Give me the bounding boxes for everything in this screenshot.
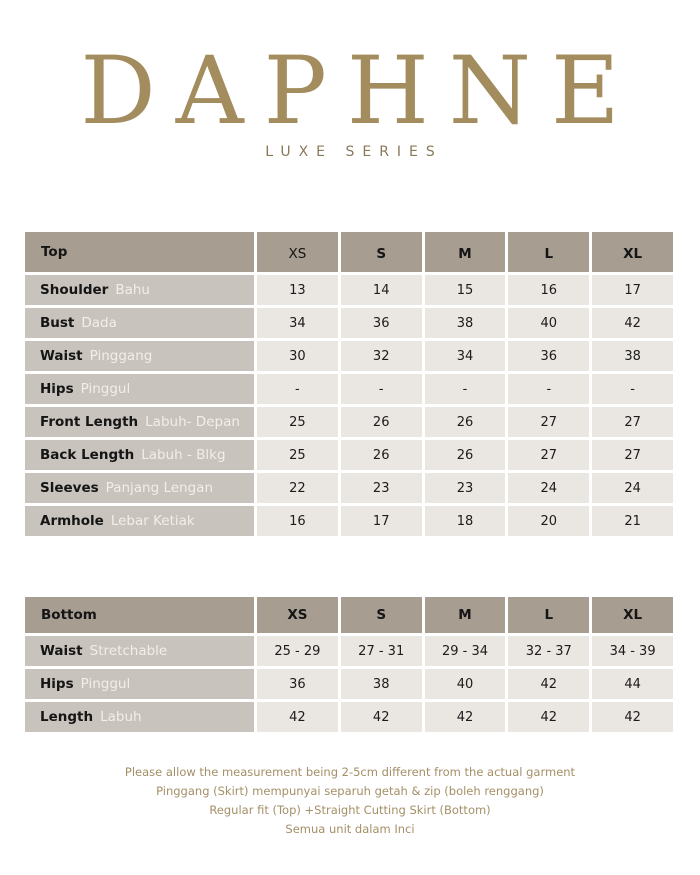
measurement-cell: 34 - 39	[589, 636, 673, 669]
row-label-malay: Labuh- Depan	[145, 414, 240, 430]
row-label-english: Waist	[40, 643, 83, 659]
row-label	[25, 440, 254, 473]
measurement-cell: 36	[505, 341, 589, 374]
measurement-cell: 42	[505, 669, 589, 702]
top-header-row	[25, 232, 673, 275]
measurement-cell: 27 - 31	[338, 636, 422, 669]
size-header-l: L	[505, 597, 589, 636]
bottom-table-body	[25, 636, 673, 735]
table-row	[25, 341, 673, 374]
row-label-malay: Labuh	[100, 709, 142, 725]
measurement-cell: 32 - 37	[505, 636, 589, 669]
row-label	[25, 374, 254, 407]
row-label-english: Waist	[40, 348, 83, 364]
brand-header	[0, 37, 700, 160]
measurement-cell: 17	[589, 275, 673, 308]
row-label-malay: Lebar Ketiak	[110, 513, 195, 529]
row-label-english: Length	[40, 709, 94, 725]
measurement-cell: 34	[254, 308, 338, 341]
measurement-cell: 26	[338, 407, 422, 440]
table-row	[25, 407, 673, 440]
measurement-cell: 42	[589, 308, 673, 341]
size-header-xl: XL	[589, 232, 673, 275]
row-label	[25, 506, 254, 539]
brand-subtitle: LUXE SERIES	[265, 144, 443, 160]
measurement-cell: 15	[422, 275, 506, 308]
row-label	[25, 341, 254, 374]
measurement-cell: 21	[589, 506, 673, 539]
notes	[0, 763, 700, 839]
bottom-header-label: Bottom	[25, 597, 254, 636]
note-line: Pinggang (Skirt) mempunyai separuh getah & zip (boleh renggang)	[156, 784, 544, 798]
measurement-cell: 30	[254, 341, 338, 374]
size-header-l: L	[505, 232, 589, 275]
note-line: Please allow the measurement being 2-5cm different from the actual garment	[124, 765, 576, 779]
row-label-malay: Panjang Lengan	[105, 480, 214, 496]
table-row	[25, 636, 673, 669]
row-label	[25, 702, 254, 735]
measurement-cell: 42	[505, 702, 589, 735]
row-label-english: Bust	[40, 315, 75, 331]
measurement-cell: 32	[338, 341, 422, 374]
row-label-malay: Labuh - Blkg	[141, 447, 226, 463]
row-label	[25, 407, 254, 440]
row-label-english: Back Length	[40, 447, 135, 463]
measurement-cell: 40	[505, 308, 589, 341]
row-label-english: Hips	[40, 676, 74, 692]
measurement-cell: 22	[254, 473, 338, 506]
measurement-cell: 25	[254, 440, 338, 473]
measurement-cell: 42	[254, 702, 338, 735]
row-label	[25, 669, 254, 702]
brand-title: DAPHNE	[80, 37, 640, 146]
measurement-cell: 36	[338, 308, 422, 341]
measurement-cell: 40	[422, 669, 506, 702]
note-line: Semua unit dalam Inci	[285, 822, 415, 836]
table-row	[25, 702, 673, 735]
table-row	[25, 506, 673, 539]
top-size-table	[25, 232, 673, 539]
measurement-cell: -	[589, 374, 673, 407]
measurement-cell: 16	[254, 506, 338, 539]
measurement-cell: 25 - 29	[254, 636, 338, 669]
measurement-cell: 38	[338, 669, 422, 702]
measurement-cell: 16	[505, 275, 589, 308]
row-label-english: Sleeves	[40, 480, 99, 496]
measurement-cell: 26	[422, 407, 506, 440]
row-label-malay: Stretchable	[89, 643, 168, 659]
note-line: Regular fit (Top) +Straight Cutting Skirt (Bottom)	[209, 803, 491, 817]
measurement-cell: 27	[589, 407, 673, 440]
top-header-label: Top	[25, 232, 254, 275]
row-label	[25, 275, 254, 308]
measurement-cell: 27	[589, 440, 673, 473]
measurement-cell: 24	[589, 473, 673, 506]
bottom-header-row	[25, 597, 673, 636]
measurement-cell: 17	[338, 506, 422, 539]
table-row	[25, 473, 673, 506]
measurement-cell: -	[422, 374, 506, 407]
table-row	[25, 374, 673, 407]
row-label-malay: Pinggul	[80, 676, 131, 692]
row-label-malay: Dada	[81, 315, 117, 331]
measurement-cell: 18	[422, 506, 506, 539]
size-header-xs: XS	[254, 232, 338, 275]
measurement-cell: 44	[589, 669, 673, 702]
measurement-cell: 42	[422, 702, 506, 735]
row-label-english: Front Length	[40, 414, 139, 430]
bottom-size-table	[25, 597, 673, 735]
measurement-cell: 27	[505, 407, 589, 440]
measurement-cell: 23	[422, 473, 506, 506]
row-label	[25, 308, 254, 341]
measurement-cell: 29 - 34	[422, 636, 506, 669]
row-label-malay: Pinggang	[89, 348, 153, 364]
table-row	[25, 308, 673, 341]
table-row	[25, 440, 673, 473]
top-table-body	[25, 275, 673, 539]
table-row	[25, 275, 673, 308]
size-header-m: M	[422, 232, 506, 275]
measurement-cell: -	[338, 374, 422, 407]
row-label-english: Armhole	[40, 513, 104, 529]
measurement-cell: 38	[589, 341, 673, 374]
measurement-cell: -	[254, 374, 338, 407]
measurement-cell: 14	[338, 275, 422, 308]
row-label-english: Hips	[40, 381, 74, 397]
row-label-malay: Pinggul	[80, 381, 131, 397]
measurement-cell: 36	[254, 669, 338, 702]
size-header-m: M	[422, 597, 506, 636]
measurement-cell: 23	[338, 473, 422, 506]
size-header-xl: XL	[589, 597, 673, 636]
measurement-cell: 26	[338, 440, 422, 473]
row-label-malay: Bahu	[115, 282, 150, 298]
measurement-cell: 38	[422, 308, 506, 341]
measurement-cell: 25	[254, 407, 338, 440]
measurement-cell: 42	[338, 702, 422, 735]
measurement-cell: -	[505, 374, 589, 407]
row-label-english: Shoulder	[40, 282, 109, 298]
measurement-cell: 34	[422, 341, 506, 374]
size-header-s: S	[338, 597, 422, 636]
size-header-xs: XS	[254, 597, 338, 636]
measurement-cell: 13	[254, 275, 338, 308]
table-row	[25, 669, 673, 702]
measurement-cell: 20	[505, 506, 589, 539]
row-label	[25, 473, 254, 506]
measurement-cell: 42	[589, 702, 673, 735]
measurement-cell: 24	[505, 473, 589, 506]
size-header-s: S	[338, 232, 422, 275]
measurement-cell: 27	[505, 440, 589, 473]
row-label	[25, 636, 254, 669]
measurement-cell: 26	[422, 440, 506, 473]
